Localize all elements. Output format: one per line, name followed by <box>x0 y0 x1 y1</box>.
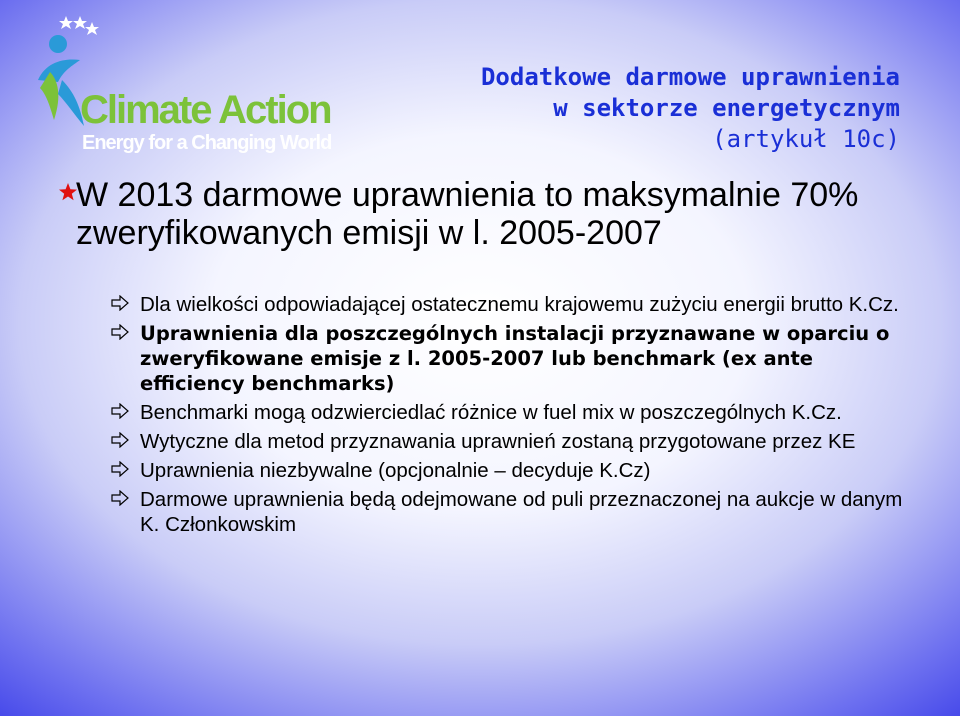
list-item <box>110 321 910 396</box>
list-item <box>110 400 910 425</box>
arrow-bullet-icon <box>110 432 130 448</box>
list-item-text: Uprawnienia niezbywalne (opcjonalnie – decyduje K.Cz) <box>140 459 651 482</box>
arrow-bullet-icon <box>110 324 130 340</box>
list-item-text: Uprawnienia dla poszczególnych instalacji przyznawane w oparciu o zweryfikowane emisje z l. 2005-2007 lub benchmark (ex ante efficiency benchmarks) <box>140 322 890 395</box>
title-line-2: w sektorze energetycznym <box>553 94 900 122</box>
list-item-text: Wytyczne dla metod przyznawania uprawnień zostaną przygotowane przez KE <box>140 430 856 453</box>
list-item <box>110 458 910 483</box>
logo-title: Climate Action <box>80 88 331 132</box>
main-point-text: W 2013 darmowe uprawnienia to maksymalnie 70% zweryfikowanych emisji w l. 2005-2007 <box>76 176 859 252</box>
arrow-bullet-icon <box>110 490 130 506</box>
slide-title <box>481 62 900 155</box>
logo-subtitle: Energy for a Changing World <box>82 132 332 154</box>
arrow-bullet-icon <box>110 295 130 311</box>
title-line-3: (artykuł 10c) <box>712 125 900 153</box>
list-item-text: Dla wielkości odpowiadającej ostatecznemu krajowemu zużyciu energii brutto K.Cz. <box>140 293 899 316</box>
main-point <box>76 176 916 252</box>
list-item-text: Benchmarki mogą odzwierciedlać różnice w fuel mix w poszczególnych K.Cz. <box>140 401 842 424</box>
title-line-1: Dodatkowe darmowe uprawnienia <box>480 63 900 91</box>
list-item-text: Darmowe uprawnienia będą odejmowane od puli przeznaczonej na aukcje w danym K. Członkowskim <box>140 488 903 536</box>
list-item <box>110 292 910 317</box>
arrow-bullet-icon <box>110 461 130 477</box>
list-item <box>110 429 910 454</box>
climate-action-logo <box>28 10 332 160</box>
arrow-bullet-icon <box>110 403 130 419</box>
red-star-icon <box>58 182 78 202</box>
list-item <box>110 487 910 537</box>
bullet-list <box>110 292 910 541</box>
